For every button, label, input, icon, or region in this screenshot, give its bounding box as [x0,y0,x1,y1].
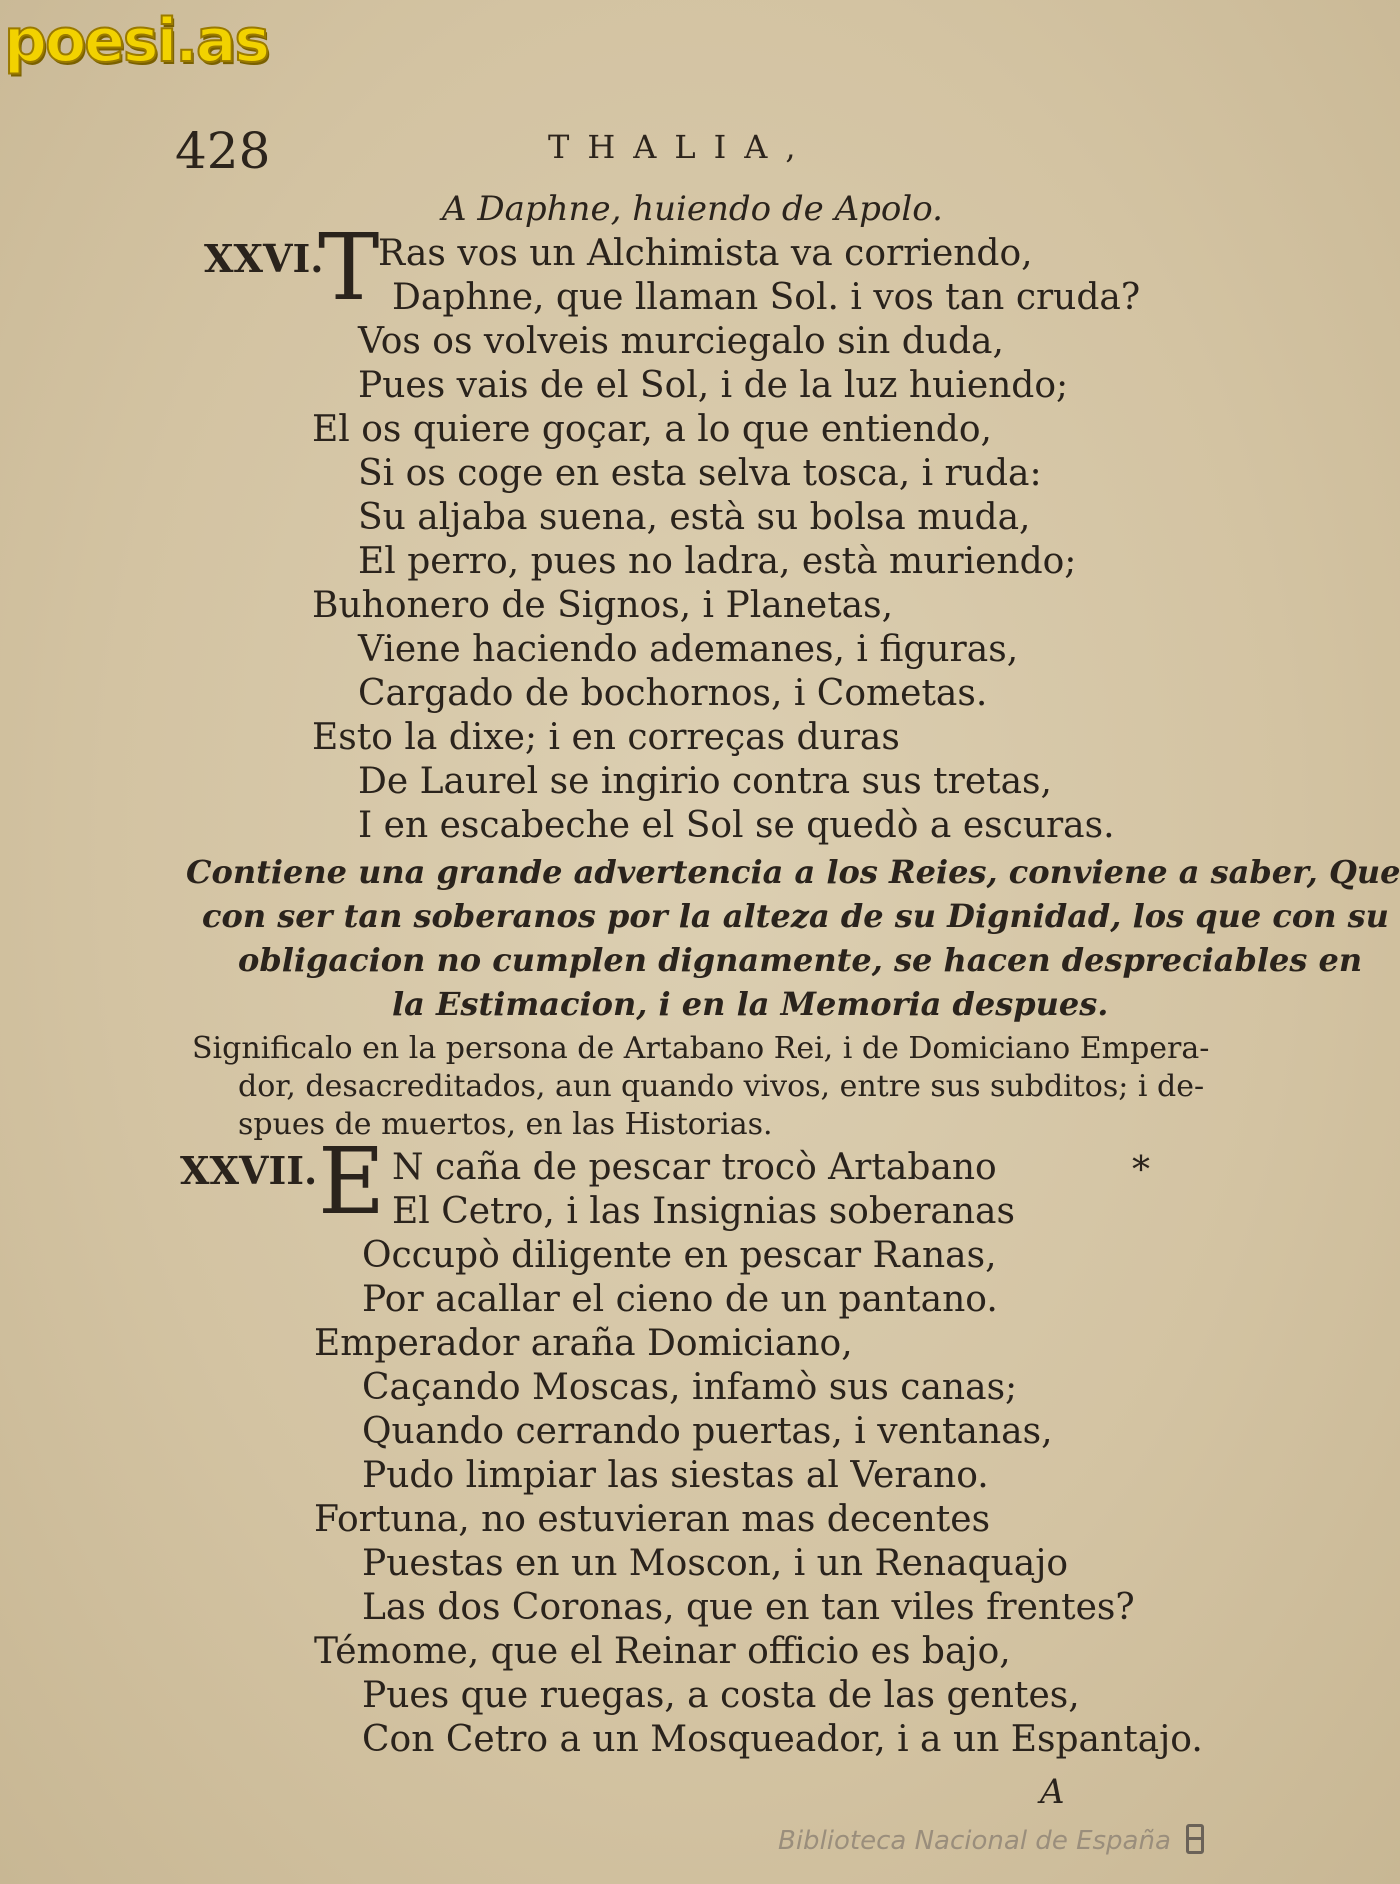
verse-line: El os quiere goçar, a lo que entiendo, [312,409,992,450]
sonnet-numeral: XXVI. [204,236,324,281]
verse-line: Occupò diligente en pescar Ranas, [362,1235,997,1276]
section-heading: con ser tan soberanos por la alteza de su Dignidad, los que con su [202,897,1389,935]
sonnet-numeral: XXVII. [180,1148,318,1193]
verse-line: Caçando Moscas, infamò sus canas; [362,1367,1018,1408]
running-head: THALIA, [548,128,814,166]
verse-line: Pues que ruegas, a costa de las gentes, [362,1675,1080,1716]
verse-line: Si os coge en esta selva tosca, i ruda: [358,453,1042,494]
verse-line: Su aljaba suena, està su bolsa muda, [358,497,1031,538]
argument-text: spues de muertos, en las Historias. [238,1107,773,1142]
section-heading: obligacion no cumplen dignamente, se hacen despreciables en [238,941,1363,979]
verse-line: Fortuna, no estuvieran mas decentes [314,1499,991,1540]
verse-line: Témome, que el Reinar officio es bajo, [314,1631,1011,1672]
section-heading: Contiene una grande advertencia a los Reies, conviene a saber, Que [186,853,1400,891]
library-seal-icon [1186,1824,1204,1854]
verse-line: Pudo limpiar las siestas al Verano. [362,1455,989,1496]
verse-line: Ras vos un Alchimista va corriendo, [378,233,1033,274]
verse-line: El perro, pues no ladra, està muriendo; [358,541,1077,582]
section-heading: la Estimacion, i en la Memoria despues. [392,985,1109,1023]
drop-cap: E [318,1128,386,1235]
verse-line: Pues vais de el Sol, i de la luz huiendo; [358,365,1069,406]
verse-line: Las dos Coronas, que en tan viles frentes? [362,1587,1135,1628]
verse-line: Cargado de bochornos, i Cometas. [358,673,988,714]
verse-line: Quando cerrando puertas, i ventanas, [362,1411,1053,1452]
verse-line: Esto la dixe; i en correças duras [312,717,900,758]
verse-line: Daphne, que llaman Sol. i vos tan cruda? [392,277,1141,318]
page-number: 428 [175,122,271,180]
verse-line: El Cetro, i las Insignias soberanas [392,1191,1015,1232]
verse-line: N caña de pescar trocò Artabano [392,1147,997,1188]
poem-title: A Daphne, huiendo de Apolo. [442,189,943,229]
verse-line: De Laurel se ingirio contra sus tretas, [358,761,1052,802]
verse-line: Con Cetro a un Mosqueador, i a un Espantajo. [362,1719,1203,1760]
footnote-marker: * [1132,1150,1150,1191]
verse-line: Puestas en un Moscon, i un Renaquajo [362,1543,1069,1584]
library-watermark: Biblioteca Nacional de España [778,1826,1171,1856]
verse-line: Por acallar el cieno de un pantano. [362,1279,998,1320]
argument-text: Significalo en la persona de Artabano Rei, i de Domiciano Empera- [192,1031,1210,1066]
argument-text: dor, desacreditados, aun quando vivos, entre sus subditos; i de- [238,1069,1205,1104]
site-logo: poesi.as [4,6,269,76]
verse-line: Emperador araña Domiciano, [314,1323,853,1364]
verse-line: I en escabeche el Sol se quedò a escuras. [358,805,1115,846]
verse-line: Vos os volveis murciegalo sin duda, [358,321,1004,362]
drop-cap: T [318,214,380,321]
verse-line: Buhonero de Signos, i Planetas, [312,585,894,626]
catchword: A [1040,1772,1065,1812]
verse-line: Viene haciendo ademanes, i figuras, [358,629,1019,670]
